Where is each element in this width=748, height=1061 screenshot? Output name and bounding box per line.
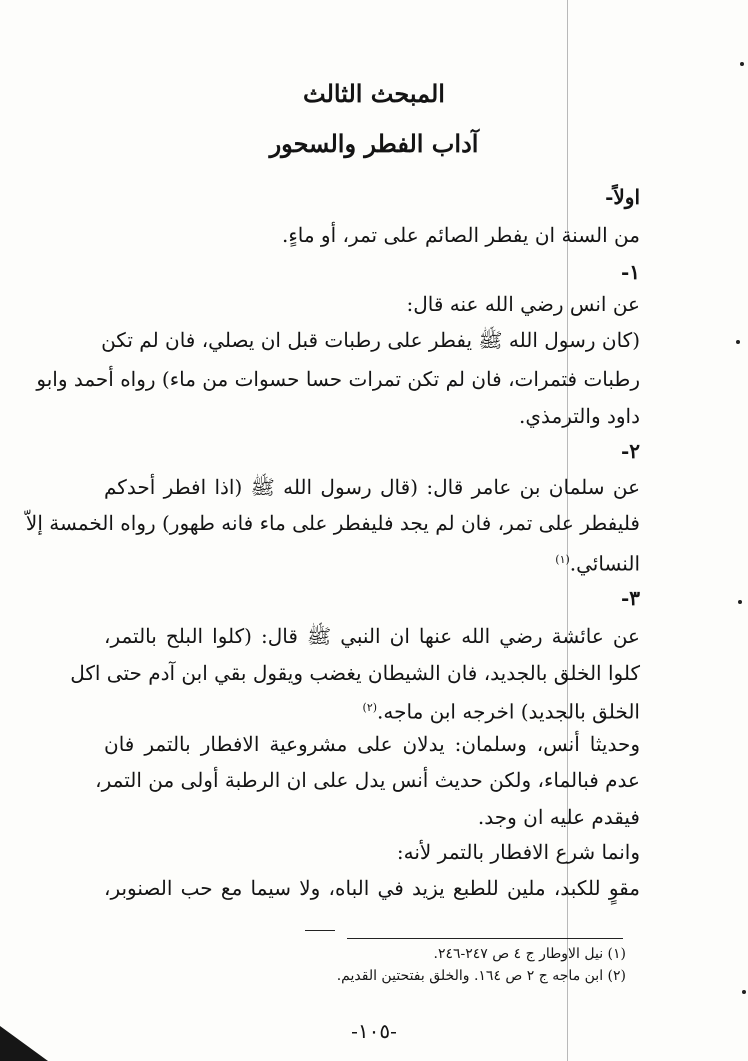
- scan-speck: [740, 62, 744, 66]
- point-first-label: اولاً-: [605, 185, 640, 209]
- item-3-line-3: [104, 694, 640, 726]
- item-2-line-3: [104, 546, 640, 578]
- item-2-line-3-text: النسائي.: [569, 551, 640, 576]
- item-1-line-1: (كان رسول الله ﷺ يفطر على رطبات قبل ان يصلي، فان لم تكن: [101, 328, 640, 352]
- item-1-line-2: رطبات فتمرات، فان لم تكن تمرات حسا حسوات من ماء) رواه أحمد وابو: [36, 367, 640, 391]
- item-2-line-1: عن سلمان بن عامر قال: (قال رسول الله ﷺ (اذا افطر أحدكم: [104, 475, 640, 499]
- reason-intro: وانما شرع الافطار بالتمر لأنه:: [396, 840, 640, 864]
- scan-corner-mark: [0, 1026, 56, 1061]
- footnote-ref-2: (٢): [362, 701, 378, 714]
- section-heading: المبحث الثالث: [303, 79, 445, 108]
- item-3-line-1: عن عائشة رضي الله عنها ان النبي ﷺ قال: (كلوا البلح بالتمر،: [104, 624, 640, 648]
- scan-speck: [742, 990, 746, 994]
- footnote-rule-short: [305, 930, 335, 931]
- commentary-line-1: وحديثا أنس، وسلمان: يدلان على مشروعية الافطار بالتمر فان: [104, 732, 640, 756]
- footnote-1: (١) نيل الاوطار ج ٤ ص ٢٤٧-٢٤٦.: [433, 946, 626, 962]
- scan-speck: [738, 600, 742, 604]
- page-number: -١٠٥-: [351, 1019, 397, 1043]
- item-1-chain: عن انس رضي الله عنه قال:: [406, 292, 640, 316]
- commentary-line-3: فيقدم عليه ان وجد.: [477, 805, 640, 829]
- intro-line: من السنة ان يفطر الصائم على تمر، أو ماءٍ.: [281, 223, 640, 247]
- item-3-number: ٣-: [620, 586, 640, 610]
- item-2-number: ٢-: [620, 439, 640, 463]
- reason-line: مقوٍ للكبد، ملين للطبع يزيد في الباه، ولا سيما مع حب الصنوبر،: [104, 876, 640, 900]
- item-1-number: ١-: [620, 260, 640, 284]
- scan-speck: [736, 340, 740, 344]
- item-3-line-3-text: الخلق بالجديد) اخرجه ابن ماجه.: [377, 699, 640, 724]
- item-3-line-2: كلوا الخلق بالجديد، فان الشيطان يغضب ويقول بقي ابن آدم حتى اكل: [70, 661, 640, 685]
- item-1-line-3: داود والترمذي.: [519, 404, 640, 428]
- footnote-2: (٢) ابن ماجه ج ٢ ص ١٦٤. والخلق بفتحتين القديم.: [336, 968, 626, 984]
- chapter-title: آداب الفطر والسحور: [269, 129, 479, 158]
- footnote-ref-1: (١): [555, 553, 570, 566]
- footnote-rule: [347, 938, 623, 939]
- commentary-line-2: عدم فبالماء، ولكن حديث أنس يدل على ان الرطبة أولى من التمر،: [95, 768, 640, 792]
- item-2-line-2: فليفطر على تمر، فان لم يجد فليفطر على ماء فانه طهور) رواه الخمسة إلاّ: [25, 511, 640, 535]
